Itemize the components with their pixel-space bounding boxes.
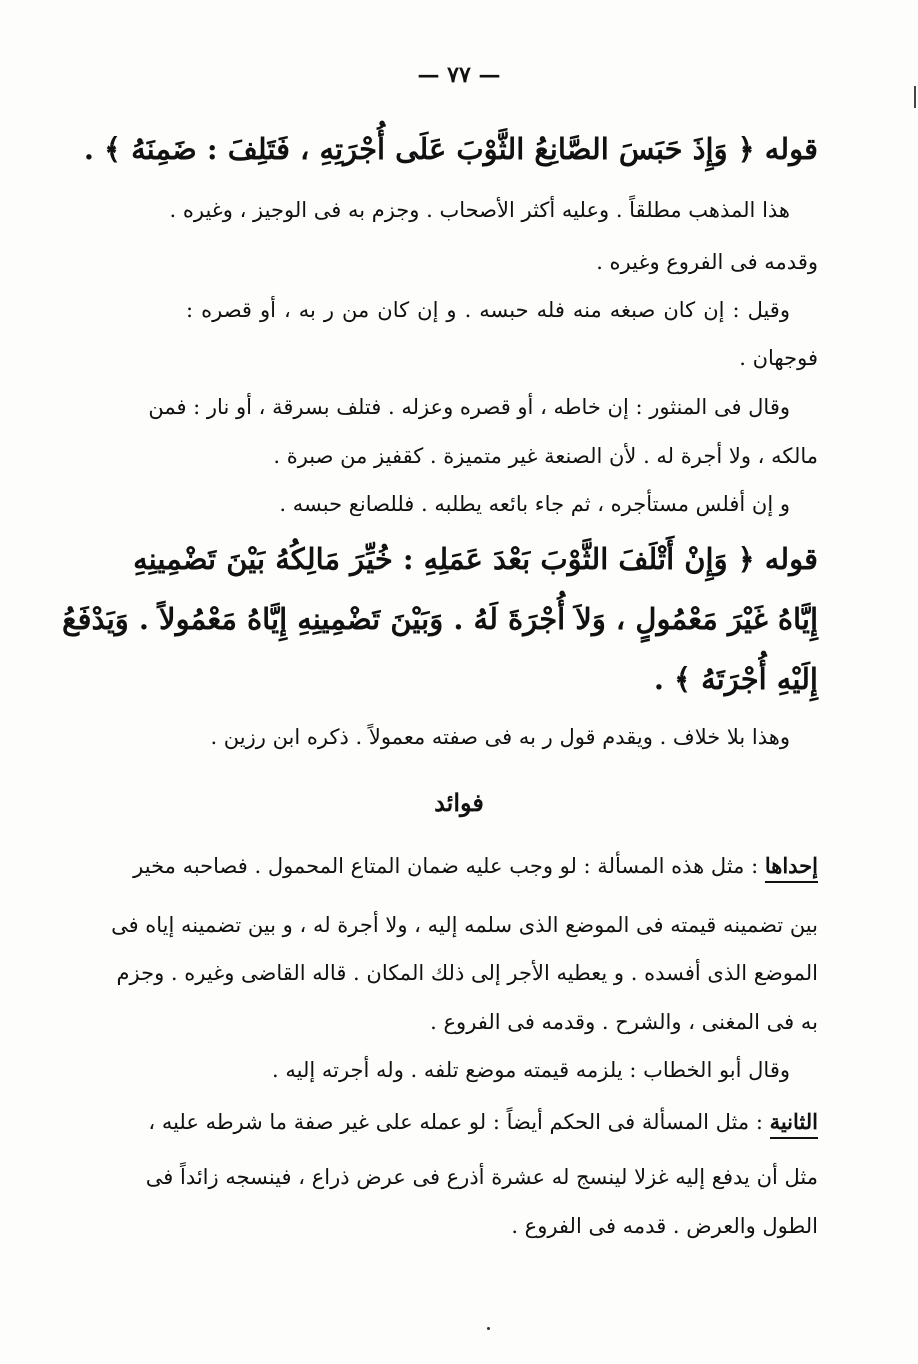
note-text: : مثل المسألة فى الحكم أيضاً : لو عمله على غير صفة ما شرطه عليه ، — [148, 1110, 770, 1134]
body-line: مالكه ، ولا أجرة له . لأن الصنعة غير متميزة . كقفيز من صبرة . — [273, 444, 818, 468]
note-label: الثانية — [770, 1109, 818, 1139]
body-line: وقدمه فى الفروع وغيره . — [596, 250, 818, 274]
body-line: هذا المذهب مطلقاً . وعليه أكثر الأصحاب . وجزم به فى الوجيز ، وغيره . — [169, 198, 790, 222]
quote-heading-line: قوله ﴿ وَإِنْ أَتْلَفَ الثَّوْبَ بَعْدَ عَمَلِهِ : خُيِّرَ مَالِكُهُ بَيْنَ تَضْمِينِهِ — [133, 542, 818, 576]
body-line: الطول والعرض . قدمه فى الفروع . — [511, 1214, 818, 1238]
numbered-note-line — [133, 853, 818, 878]
quote-line: إِيَّاهُ غَيْرَ مَعْمُولٍ ، وَلاَ أُجْرَةَ لَهُ . وَبَيْنَ تَضْمِينِهِ إِيَّاهُ مَعْمُولاً . وَيَدْفَعُ — [62, 602, 818, 636]
body-line: بين تضمينه قيمته فى الموضع الذى سلمه إليه ، ولا أجرة له ، و بين تضمينه إياه فى — [111, 913, 818, 937]
scan-speck — [487, 1327, 490, 1330]
body-line: وقال أبو الخطاب : يلزمه قيمته موضع تلفه . وله أجرته إليه . — [272, 1058, 790, 1082]
note-label: إحداها — [765, 853, 818, 883]
page-number: — ٧٧ — — [417, 62, 501, 88]
body-line: به فى المغنى ، والشرح . وقدمه فى الفروع . — [430, 1010, 818, 1034]
body-line: و إن أفلس مستأجره ، ثم جاء بائعه يطلبه . فللصانع حبسه . — [279, 492, 790, 516]
body-line: الموضع الذى أفسده . و يعطيه الأجر إلى ذلك المكان . قاله القاضى وغيره . وجزم — [116, 961, 818, 985]
body-line: فوجهان . — [739, 346, 818, 370]
quote-line: إِلَيْهِ أُجْرَتَهُ ﴾ . — [653, 662, 818, 696]
body-line: مثل أن يدفع إليه غزلا لينسج له عشرة أذرع فى عرض ذراع ، فينسجه زائداً فى — [145, 1165, 818, 1189]
body-line: وهذا بلا خلاف . ويقدم قول ر به فى صفته معمولاً . ذكره ابن رزين . — [210, 725, 790, 749]
body-line: وقيل : إن كان صبغه منه فله حبسه . و إن كان من ر به ، أو قصره : — [186, 298, 790, 322]
note-text: : مثل هذه المسألة : لو وجب عليه ضمان المتاع المحمول . فصاحبه مخير — [133, 854, 765, 878]
quote-heading-line: قوله ﴿ وَإِذَ حَبَسَ الصَّانِعُ الثَّوْبَ عَلَى أُجْرَتِهِ ، فَتَلِفَ : ضَمِنَهُ ﴾ . — [83, 132, 818, 166]
scan-edge-mark — [914, 86, 916, 108]
numbered-note-line — [148, 1109, 818, 1134]
body-line: وقال فى المنثور : إن خاطه ، أو قصره وعزله . فتلف بسرقة ، أو نار : فمن — [148, 395, 790, 419]
section-title: فوائد — [434, 788, 484, 817]
